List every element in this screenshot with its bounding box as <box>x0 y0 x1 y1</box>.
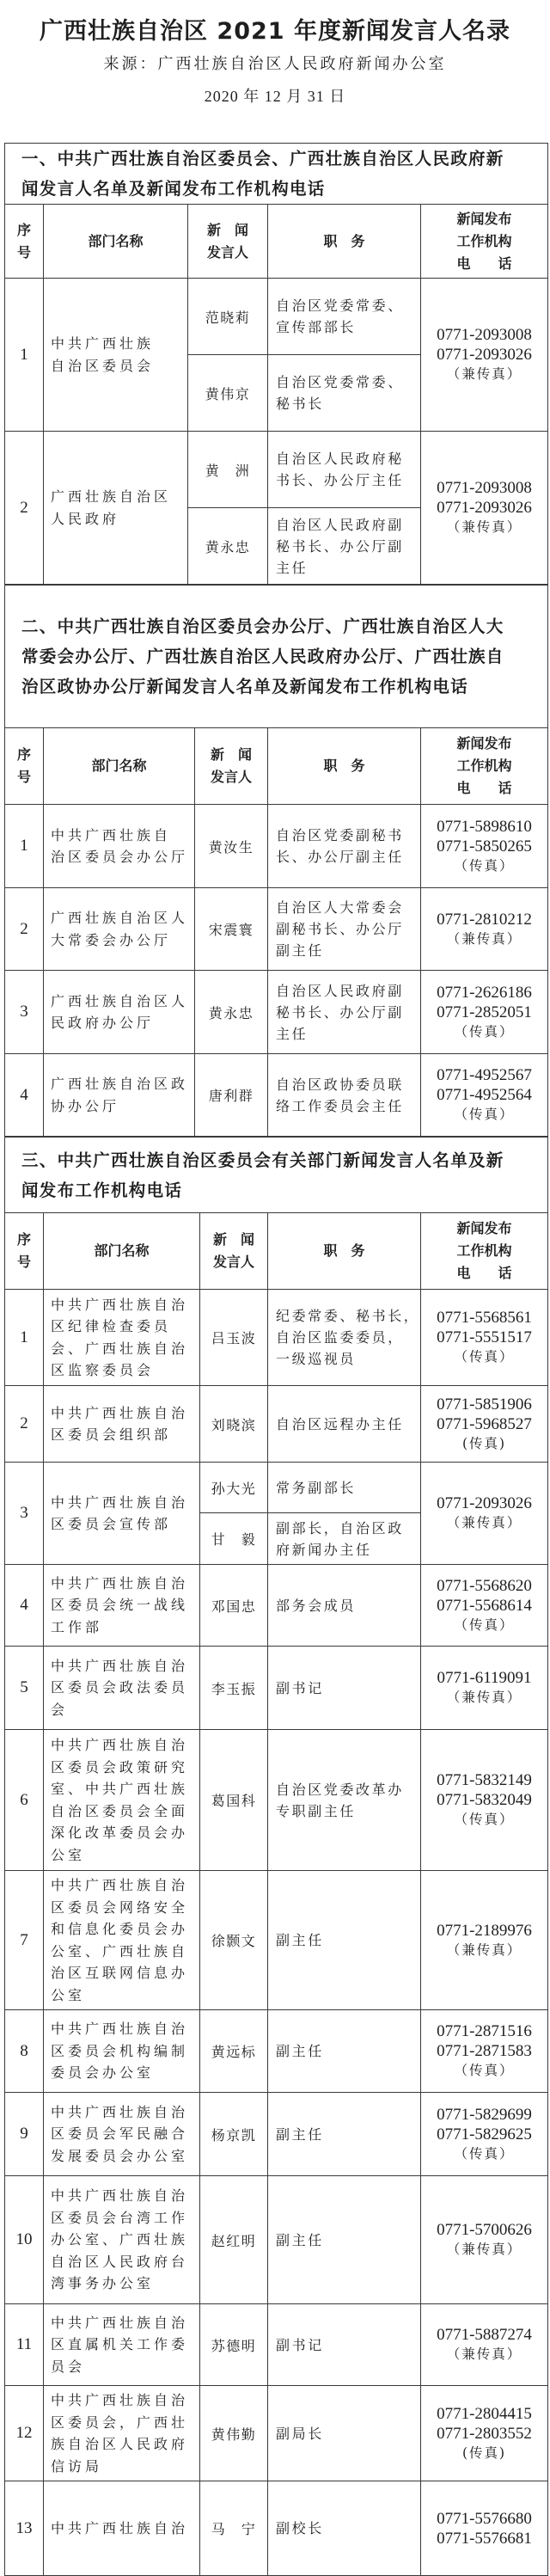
fax-note: （传真） <box>454 1023 515 1040</box>
position-title: 自治区人民政府副 秘书长、办公厅副 主任 <box>268 971 421 1054</box>
section-heading-row <box>5 586 548 728</box>
table-row <box>5 2176 548 2304</box>
table-row <box>5 2386 548 2481</box>
phone-number: 0771-5551517 <box>437 1328 532 1346</box>
department-name: 广西壮族自治区人 大常委会办公厅 <box>44 888 195 971</box>
fax-note: （传真） <box>454 2063 515 2078</box>
row-index: 13 <box>5 2481 44 2576</box>
position-title: 副书记 <box>268 2304 421 2386</box>
row-index: 2 <box>5 888 44 971</box>
phone-number: 0771-2093008 <box>437 479 532 497</box>
section-heading: 二、中共广西壮族自治区委员会办公厅、广西壮族自治区人大 常委会办公厅、广西壮族自治区人民政府办公厅、广西壮族自 治区政协办公厅新闻发言人名单及新闻发布工作机构电话 <box>5 586 548 728</box>
department-name: 中共广西壮族自治 <box>44 2481 200 2576</box>
page-title: 广西壮族自治区 2021 年度新闻发言人名录 <box>40 18 510 45</box>
header-index: 序 号 <box>5 205 44 279</box>
department-name: 广西壮族自治区 人民政府 <box>44 432 188 585</box>
row-index: 5 <box>5 1647 44 1730</box>
department-name: 中共广西壮族自治 区直属机关工作委 员会 <box>44 2304 200 2386</box>
header-position: 职 务 <box>268 205 421 279</box>
spokesperson-name: 赵红明 <box>200 2176 268 2304</box>
row-index: 4 <box>5 1054 44 1137</box>
row-index: 9 <box>5 2093 44 2176</box>
position-title: 自治区党委常委、 秘书长 <box>268 355 421 432</box>
row-index: 10 <box>5 2176 44 2304</box>
table-row <box>5 1290 548 1386</box>
phone-cell <box>421 2304 548 2386</box>
spokesperson-name: 黄永忠 <box>195 971 268 1054</box>
department-name: 中共广西壮族自治 区委员会政策研究 室、中共广西壮族 自治区委员会全面 深化改革委员会办 公室 <box>44 1730 200 1871</box>
fax-note: （兼传真） <box>446 2242 522 2257</box>
department-name: 中共广西壮族自治 区纪律检查委员 会、广西壮族自治 区监察委员会 <box>44 1290 200 1386</box>
spokesperson-name: 苏德明 <box>200 2304 268 2386</box>
phone-number: 0771-5887274 <box>437 2326 532 2344</box>
fax-note: （传真） <box>454 857 515 874</box>
phone-cell <box>421 805 548 888</box>
table-row <box>5 971 548 1054</box>
row-index: 3 <box>5 971 44 1054</box>
header-position: 职 务 <box>268 728 421 805</box>
phone-number: 0771-5576680 <box>437 2509 532 2528</box>
publish-date: 2020 年 12 月 31 日 <box>204 88 346 105</box>
column-header-row <box>5 728 548 805</box>
phone-number: 0771-2871516 <box>437 2022 532 2040</box>
department-name: 中共广西壮族自治 区委员会宣传部 <box>44 1463 200 1565</box>
table-row <box>5 1463 548 1513</box>
position-title: 自治区党委改革办 专职副主任 <box>268 1730 421 1871</box>
phone-number: 0771-2804415 <box>437 2404 532 2423</box>
department-name: 中共广西壮族自治 区委员会机构编制 委员会办公室 <box>44 2010 200 2093</box>
phone-number: 0771-4952564 <box>437 1086 532 1104</box>
row-index: 6 <box>5 1730 44 1871</box>
spokesperson-name: 黄远标 <box>200 2010 268 2093</box>
section-table <box>4 585 548 1137</box>
phone-number: 0771-2093008 <box>437 326 532 344</box>
table-row <box>5 432 548 508</box>
position-title: 自治区人大常委会 副秘书长、办公厅 副主任 <box>268 888 421 971</box>
phone-number: 0771-5832149 <box>437 1771 532 1789</box>
table-row <box>5 1871 548 2010</box>
phone-number: 0771-5851906 <box>437 1395 532 1414</box>
position-title: 副校长 <box>268 2481 421 2576</box>
department-name: 广西壮族自治区人 民政府办公厅 <box>44 971 195 1054</box>
phone-cell <box>421 1054 548 1137</box>
phone-number: 0771-5968527 <box>437 1414 532 1433</box>
row-index: 8 <box>5 2010 44 2093</box>
table-row <box>5 2010 548 2093</box>
spokesperson-name: 葛国科 <box>200 1730 268 1871</box>
fax-note: （兼传真） <box>446 1690 522 1705</box>
phone-number: 0771-2093026 <box>437 1494 532 1512</box>
phone-number: 0771-4952567 <box>437 1066 532 1084</box>
spokesperson-name: 吕玉波 <box>200 1290 268 1386</box>
fax-note: （传真） <box>454 1616 515 1633</box>
department-name: 中共广西壮族自治 区委员会政法委员 会 <box>44 1647 200 1730</box>
phone-cell <box>421 279 548 432</box>
column-header-row <box>5 205 548 279</box>
fax-note: (传真) <box>461 1435 507 1451</box>
phone-cell <box>421 432 548 585</box>
position-title: 部务会成员 <box>268 1565 421 1647</box>
column-header-row <box>5 1213 548 1290</box>
department-name: 中共广西壮族自治 区委员会台湾工作 办公室、广西壮族 自治区人民政府台 湾事务办公室 <box>44 2176 200 2304</box>
position-title: 副主任 <box>268 2176 421 2304</box>
spokesperson-name: 杨京凯 <box>200 2093 268 2176</box>
table-row <box>5 1647 548 1730</box>
phone-number: 0771-6119091 <box>437 1669 532 1687</box>
spokesperson-name: 马 宁 <box>200 2481 268 2576</box>
department-name: 中共广西壮族自治 区委员会，广西壮 族自治区人民政府 信访局 <box>44 2386 200 2481</box>
spokesperson-name: 孙大光 <box>200 1463 268 1513</box>
spokesperson-name: 唐利群 <box>195 1054 268 1137</box>
header-spokesperson: 新 闻 发言人 <box>195 728 268 805</box>
phone-number: 0771-5576681 <box>437 2529 532 2548</box>
header-department: 部门名称 <box>44 728 195 805</box>
phone-number: 0771-5829699 <box>437 2105 532 2124</box>
row-index: 2 <box>5 1386 44 1463</box>
phone-number: 0771-5829625 <box>437 2125 532 2144</box>
row-index: 3 <box>5 1463 44 1565</box>
phone-number: 0771-5568561 <box>437 1309 532 1327</box>
phone-cell <box>421 1290 548 1386</box>
header-index: 序 号 <box>5 728 44 805</box>
phone-number: 0771-2871583 <box>437 2042 532 2060</box>
department-name: 中共广西壮族自治 区委员会组织部 <box>44 1386 200 1463</box>
fax-note: （传真） <box>454 1349 515 1365</box>
header-department: 部门名称 <box>44 1213 200 1290</box>
department-name: 中共广西壮族 自治区委员会 <box>44 279 188 432</box>
position-title: 自治区人民政府秘 书长、办公厅主任 <box>268 432 421 508</box>
phone-cell <box>421 1871 548 2010</box>
spokesperson-directory <box>4 143 547 2576</box>
position-title: 副部长，自治区政 府新闻办主任 <box>268 1513 421 1565</box>
table-row <box>5 1386 548 1463</box>
phone-number: 0771-2810212 <box>437 910 532 929</box>
section-heading: 一、中共广西壮族自治区委员会、广西壮族自治区人民政府新 闻发言人名单及新闻发布工作机构电话 <box>5 144 548 205</box>
fax-note: （传真） <box>454 1107 515 1122</box>
table-row <box>5 1054 548 1137</box>
phone-cell <box>421 1647 548 1730</box>
position-title: 自治区党委常委、 宣传部部长 <box>268 279 421 355</box>
fax-note: (传真) <box>461 2444 507 2461</box>
phone-cell <box>421 2093 548 2176</box>
phone-cell <box>421 2481 548 2576</box>
spokesperson-name: 刘晓滨 <box>200 1386 268 1463</box>
phone-number: 0771-5832049 <box>437 1791 532 1809</box>
department-name: 中共广西壮族自治 区委员会网络安全 和信息化委员会办 公室、广西壮族自 治区互联网信息办 公室 <box>44 1871 200 2010</box>
row-index: 4 <box>5 1565 44 1647</box>
position-title: 自治区人民政府副 秘书长、办公厅副 主任 <box>268 508 421 585</box>
spokesperson-name: 李玉振 <box>200 1647 268 1730</box>
table-row <box>5 2481 548 2576</box>
section-table <box>4 1137 548 2576</box>
position-title: 副主任 <box>268 2093 421 2176</box>
spokesperson-name: 黄永忠 <box>188 508 268 585</box>
spokesperson-name: 黄伟勤 <box>200 2386 268 2481</box>
table-row <box>5 1565 548 1647</box>
spokesperson-name: 徐颢文 <box>200 1871 268 2010</box>
fax-note: （兼传真） <box>446 366 522 382</box>
position-title: 纪委常委、秘书长， 自治区监委委员， 一级巡视员 <box>268 1290 421 1386</box>
row-index: 12 <box>5 2386 44 2481</box>
source-line: 来源：广西壮族自治区人民政府新闻办公室 <box>103 55 447 73</box>
phone-number: 0771-5850265 <box>437 837 532 856</box>
spokesperson-name: 黄 洲 <box>188 432 268 508</box>
fax-note: （传真） <box>454 1812 515 1827</box>
phone-cell <box>421 2010 548 2093</box>
phone-number: 0771-2189976 <box>437 1921 532 1940</box>
phone-cell <box>421 888 548 971</box>
section-heading-row <box>5 144 548 205</box>
position-title: 自治区远程办主任 <box>268 1386 421 1463</box>
table-row <box>5 279 548 355</box>
position-title: 副书记 <box>268 1647 421 1730</box>
phone-number: 0771-2803552 <box>437 2424 532 2443</box>
header-spokesperson: 新 闻 发言人 <box>200 1213 268 1290</box>
phone-number: 0771-2626186 <box>437 983 532 1002</box>
table-row <box>5 805 548 888</box>
row-index: 7 <box>5 1871 44 2010</box>
position-title: 自治区政协委员联 络工作委员会主任 <box>268 1054 421 1137</box>
row-index: 1 <box>5 805 44 888</box>
section-heading-row <box>5 1138 548 1213</box>
spokesperson-name: 甘 毅 <box>200 1513 268 1565</box>
fax-note: （兼传真） <box>446 2346 522 2362</box>
fax-note: （兼传真） <box>446 519 522 535</box>
phone-number: 0771-2093026 <box>437 346 532 364</box>
phone-number: 0771-5568614 <box>437 1596 532 1615</box>
spokesperson-name: 邓国忠 <box>200 1565 268 1647</box>
section-table <box>4 143 548 585</box>
phone-cell <box>421 971 548 1054</box>
department-name: 中共广西壮族自治 区委员会统一战线 工作部 <box>44 1565 200 1647</box>
row-index: 1 <box>5 1290 44 1386</box>
row-index: 11 <box>5 2304 44 2386</box>
spokesperson-name: 宋震寰 <box>195 888 268 971</box>
phone-cell <box>421 1463 548 1565</box>
department-name: 中共广西壮族自治 区委员会军民融合 发展委员会办公室 <box>44 2093 200 2176</box>
position-title: 常务副部长 <box>268 1463 421 1513</box>
table-row <box>5 888 548 971</box>
phone-number: 0771-5700626 <box>437 2221 532 2239</box>
fax-note: （传真） <box>454 2145 515 2162</box>
spokesperson-name: 黄伟京 <box>188 355 268 432</box>
position-title: 副主任 <box>268 2010 421 2093</box>
phone-number: 0771-5568620 <box>437 1576 532 1595</box>
header-spokesperson: 新 闻 发言人 <box>188 205 268 279</box>
header-index: 序 号 <box>5 1213 44 1290</box>
phone-cell <box>421 1386 548 1463</box>
phone-cell <box>421 1565 548 1647</box>
section-heading: 三、中共广西壮族自治区委员会有关部门新闻发言人名单及新 闻发布工作机构电话 <box>5 1138 548 1213</box>
row-index: 1 <box>5 279 44 432</box>
table-row <box>5 2093 548 2176</box>
header-phone: 新闻发布 工作机构 电 话 <box>421 728 548 805</box>
phone-number: 0771-2852051 <box>437 1003 532 1021</box>
department-name: 广西壮族自治区政 协办公厅 <box>44 1054 195 1137</box>
header-phone: 新闻发布 工作机构 电 话 <box>421 205 548 279</box>
table-row <box>5 2304 548 2386</box>
phone-cell <box>421 2176 548 2304</box>
position-title: 副主任 <box>268 1871 421 2010</box>
department-name: 中共广西壮族自 治区委员会办公厅 <box>44 805 195 888</box>
header-phone: 新闻发布 工作机构 电 话 <box>421 1213 548 1290</box>
fax-note: （兼传真） <box>446 1941 522 1958</box>
spokesperson-name: 范晓莉 <box>188 279 268 355</box>
fax-note: （兼传真） <box>446 930 522 947</box>
position-title: 自治区党委副秘书 长、办公厅副主任 <box>268 805 421 888</box>
row-index: 2 <box>5 432 44 585</box>
phone-number: 0771-5898610 <box>437 817 532 836</box>
phone-cell <box>421 1730 548 1871</box>
position-title: 副局长 <box>268 2386 421 2481</box>
header-position: 职 务 <box>268 1213 421 1290</box>
spokesperson-name: 黄汝生 <box>195 805 268 888</box>
phone-cell <box>421 2386 548 2481</box>
fax-note: （兼传真） <box>446 1515 522 1530</box>
table-row <box>5 1730 548 1871</box>
phone-number: 0771-2093026 <box>437 499 532 517</box>
header-department: 部门名称 <box>44 205 188 279</box>
